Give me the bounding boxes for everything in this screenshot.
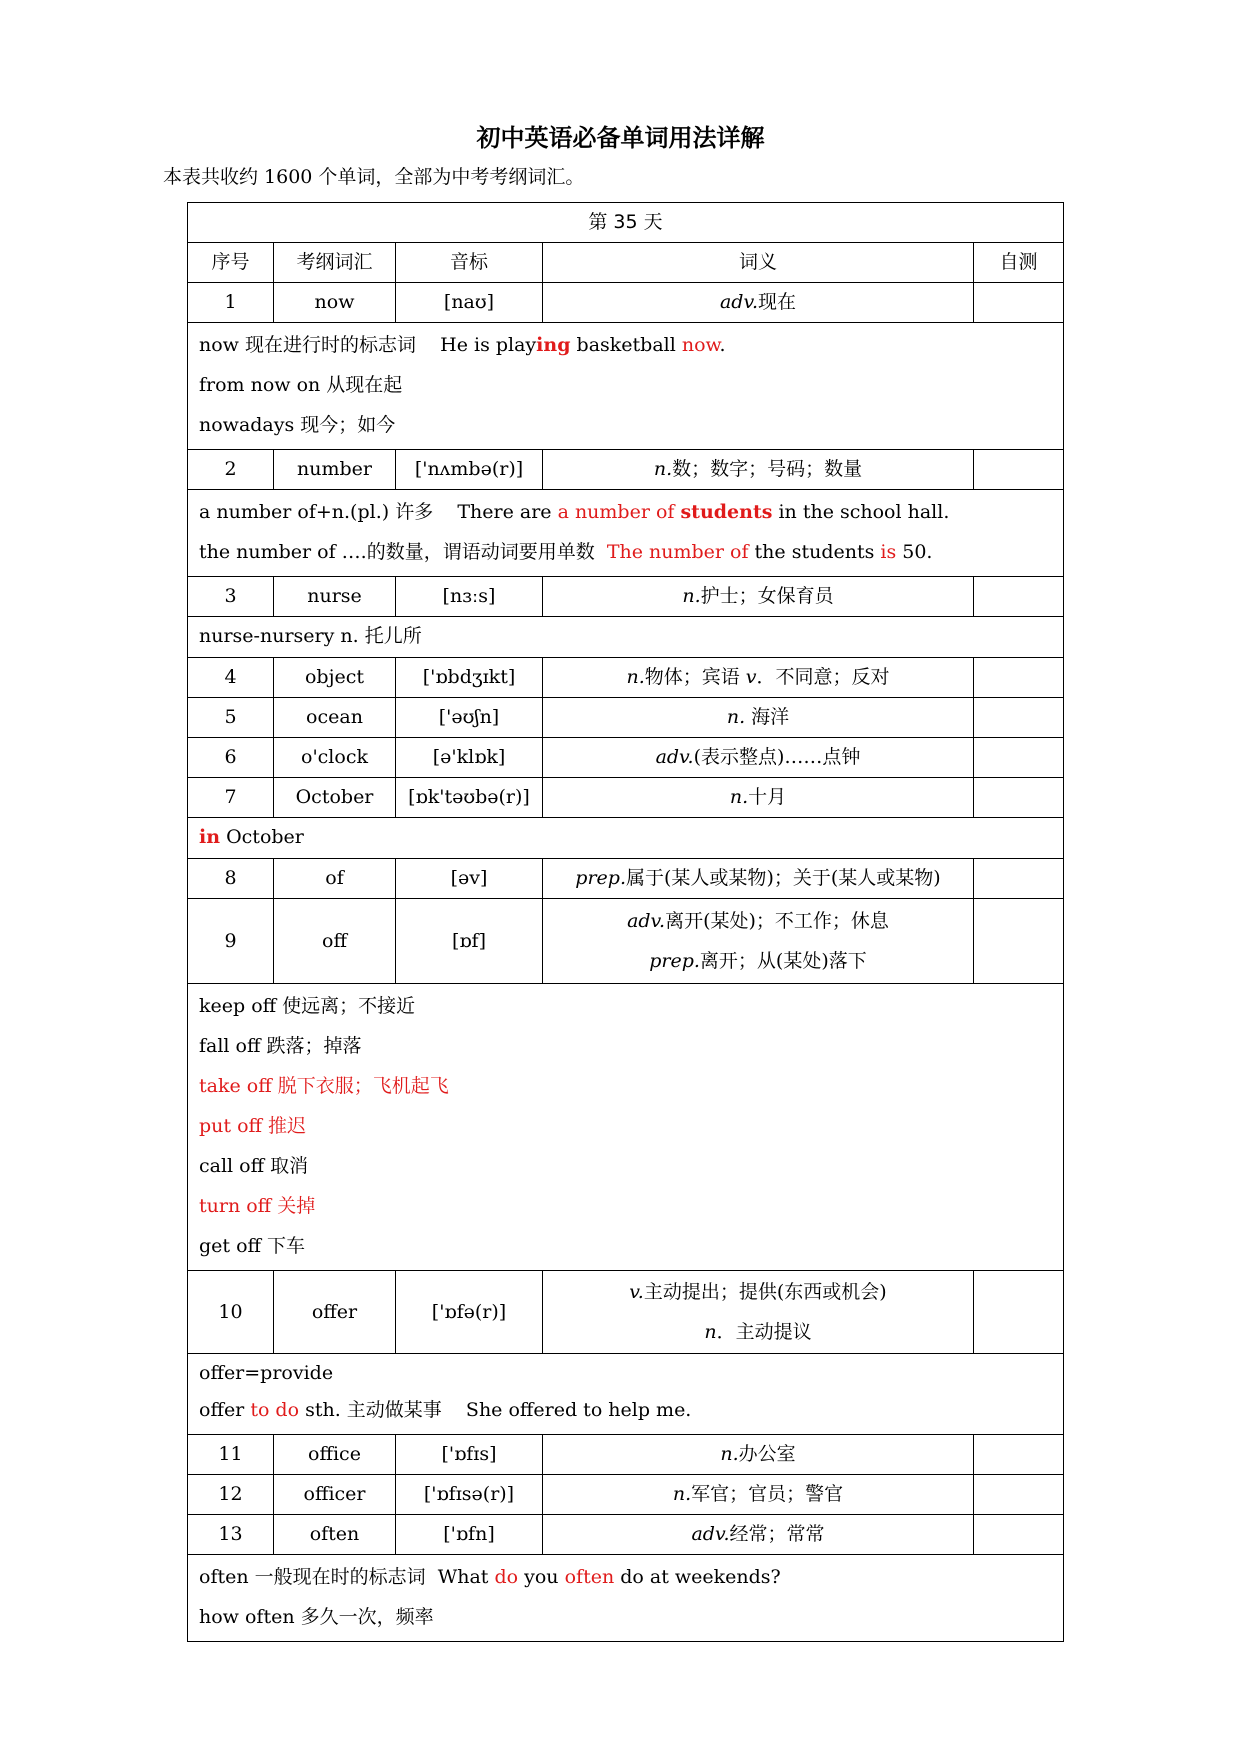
note-text: October — [220, 826, 304, 848]
selftest-cell[interactable] — [974, 899, 1064, 984]
meaning-text: 护士；女保育员 — [700, 585, 834, 608]
word-phonetic: ['ɒfɪsə(r)] — [396, 1475, 543, 1515]
meaning-text: 某处 — [783, 950, 822, 972]
selftest-cell[interactable] — [974, 698, 1064, 738]
usage-note — [188, 1555, 1064, 1642]
part-of-speech: n. — [729, 786, 749, 809]
usage-note — [188, 490, 1064, 577]
day-caption: 第 35 天 — [188, 203, 1064, 243]
note-text: now 现在进行时的标志词 He is play — [199, 334, 537, 356]
word-meaning — [543, 1515, 974, 1555]
note-text: do at weekends? — [614, 1566, 781, 1588]
selftest-cell[interactable] — [974, 658, 1064, 698]
note-line-highlight: turn off 关掉 — [199, 1195, 316, 1217]
word-meaning — [543, 698, 974, 738]
selftest-cell[interactable] — [974, 738, 1064, 778]
table-row — [188, 1475, 1064, 1515]
word-index: 5 — [188, 698, 274, 738]
usage-note-row — [188, 490, 1064, 577]
part-of-speech: n. — [653, 458, 673, 481]
word-meaning — [543, 283, 974, 323]
table-row — [188, 778, 1064, 818]
meaning-text: 现在 — [758, 291, 797, 314]
meaning-text: ) — [879, 1281, 887, 1303]
meaning-text: 数；数字；号码；数量 — [672, 458, 863, 481]
note-line-highlight: put off 推迟 — [199, 1115, 307, 1137]
part-of-speech: adv. — [627, 910, 666, 932]
word-meaning — [543, 658, 974, 698]
word-phonetic: ['nʌmbə(r)] — [396, 450, 543, 490]
word-meaning — [543, 1435, 974, 1475]
note-text: offer — [199, 1399, 251, 1421]
meaning-text: 办公室 — [738, 1443, 796, 1466]
meaning-text: )落下 — [821, 950, 867, 972]
word-phonetic: [naʊ] — [396, 283, 543, 323]
part-of-speech: n. — [720, 1443, 739, 1466]
meaning-text: 军官；官员；警官 — [691, 1483, 844, 1506]
selftest-cell[interactable] — [974, 450, 1064, 490]
note-line: call off 取消 — [199, 1155, 309, 1177]
selftest-cell[interactable] — [974, 859, 1064, 899]
part-of-speech: n. — [626, 666, 645, 689]
word-term: number — [274, 450, 396, 490]
part-of-speech: n — [704, 1321, 717, 1343]
part-of-speech: n. — [682, 585, 701, 608]
meaning-text: )；不工作；休息 — [748, 910, 889, 932]
table-header-row — [188, 243, 1064, 283]
word-index: 9 — [188, 899, 274, 984]
document-title: 初中英语必备单词用法详解 — [476, 124, 765, 152]
meaning-text: 属于( — [626, 867, 672, 890]
word-meaning — [543, 577, 974, 617]
note-line: how often 多久一次，频率 — [199, 1606, 434, 1628]
part-of-speech: prep. — [575, 867, 626, 890]
selftest-cell[interactable] — [974, 1515, 1064, 1555]
highlight-text: students — [680, 501, 773, 523]
word-term: often — [274, 1515, 396, 1555]
note-line: nowadays 现今；如今 — [199, 414, 396, 436]
word-index: 10 — [188, 1271, 274, 1354]
word-index: 4 — [188, 658, 274, 698]
meaning-text: ．不同意；反对 — [756, 666, 890, 689]
part-of-speech: prep. — [649, 950, 700, 972]
highlight-text: is — [880, 541, 897, 563]
note-text: often 一般现在时的标志词 What — [199, 1566, 495, 1588]
table-row — [188, 859, 1064, 899]
table-row — [188, 698, 1064, 738]
meaning-text: 某处 — [710, 910, 749, 932]
part-of-speech: adv. — [655, 746, 694, 769]
note-line: get off 下车 — [199, 1235, 306, 1257]
note-text: the number of ….的数量，谓语动词要用单数 — [199, 541, 607, 563]
meaning-text: 主动提出；提供( — [643, 1281, 785, 1303]
note-line: from now on 从现在起 — [199, 374, 403, 396]
word-index: 7 — [188, 778, 274, 818]
word-phonetic: [nɜːs] — [396, 577, 543, 617]
note-line: nurse-nursery n. 托儿所 — [199, 625, 422, 647]
header-phonetic: 音标 — [396, 243, 543, 283]
part-of-speech: v — [745, 666, 757, 689]
header-index: 序号 — [188, 243, 274, 283]
vocabulary-table — [187, 202, 1064, 1642]
word-term: object — [274, 658, 396, 698]
word-phonetic: [ɒk'təʊbə(r)] — [396, 778, 543, 818]
usage-note — [188, 1354, 1064, 1435]
highlight-text: a number of — [557, 501, 681, 523]
table-caption-row — [188, 203, 1064, 243]
note-text: you — [518, 1566, 565, 1588]
word-phonetic: ['ɒfn] — [396, 1515, 543, 1555]
word-index: 8 — [188, 859, 274, 899]
word-term: o'clock — [274, 738, 396, 778]
meaning-line — [543, 901, 973, 941]
word-index: 13 — [188, 1515, 274, 1555]
highlight-text: in — [199, 826, 221, 848]
usage-note — [188, 617, 1064, 658]
part-of-speech: v. — [629, 1281, 644, 1303]
table-row — [188, 577, 1064, 617]
table-row — [188, 899, 1064, 984]
meaning-text: 东西或机会 — [784, 1281, 880, 1303]
usage-note-row — [188, 617, 1064, 658]
table-row — [188, 1271, 1064, 1354]
word-index: 3 — [188, 577, 274, 617]
meaning-line — [543, 1312, 973, 1352]
word-phonetic: ['ɒfɪs] — [396, 1435, 543, 1475]
word-meaning — [543, 1271, 974, 1354]
note-text: the students — [748, 541, 881, 563]
usage-note-row — [188, 323, 1064, 450]
header-word: 考纲词汇 — [274, 243, 396, 283]
highlight-text: now — [681, 334, 720, 356]
usage-note-row — [188, 1354, 1064, 1435]
meaning-text: 离开；从( — [699, 950, 784, 972]
selftest-cell[interactable] — [974, 778, 1064, 818]
meaning-text: 离开( — [665, 910, 711, 932]
note-line — [199, 532, 1063, 572]
word-phonetic: ['ɒfə(r)] — [396, 1271, 543, 1354]
word-term: now — [274, 283, 396, 323]
note-text: in the school hall. — [772, 501, 950, 523]
word-index: 1 — [188, 283, 274, 323]
selftest-cell[interactable] — [974, 1475, 1064, 1515]
table-row — [188, 283, 1064, 323]
highlight-text: The number of — [606, 541, 749, 563]
note-line — [199, 492, 1063, 532]
word-phonetic: [ɒf] — [396, 899, 543, 984]
note-line — [199, 820, 1063, 854]
word-term: of — [274, 859, 396, 899]
word-term: officer — [274, 1475, 396, 1515]
meaning-text: 物体；宾语 — [644, 666, 740, 689]
meaning-line — [543, 941, 973, 981]
header-meaning: 词义 — [543, 243, 974, 283]
table-row — [188, 1435, 1064, 1475]
word-term: off — [274, 899, 396, 984]
meaning-text: )；关于( — [766, 867, 839, 890]
word-phonetic: [əv] — [396, 859, 543, 899]
note-line: offer=provide — [199, 1362, 334, 1384]
highlight-text: to do — [250, 1399, 300, 1421]
usage-note-row — [188, 1555, 1064, 1642]
table-row — [188, 450, 1064, 490]
word-meaning — [543, 859, 974, 899]
word-term: office — [274, 1435, 396, 1475]
word-term: October — [274, 778, 396, 818]
word-index: 2 — [188, 450, 274, 490]
selftest-cell[interactable] — [974, 1435, 1064, 1475]
word-phonetic: ['əʊʃn] — [396, 698, 543, 738]
note-text: . — [719, 334, 726, 356]
word-meaning — [543, 778, 974, 818]
meaning-text: 海洋 — [745, 706, 790, 729]
note-text: basketball — [570, 334, 682, 356]
word-meaning — [543, 899, 974, 984]
word-index: 6 — [188, 738, 274, 778]
usage-note-row — [188, 818, 1064, 859]
document-intro: 本表共收约 1600 个单词，全部为中考考纲词汇。 — [163, 166, 585, 188]
part-of-speech: n. — [672, 1483, 692, 1506]
note-text: 50. — [896, 541, 933, 563]
word-phonetic: ['ɒbdʒɪkt] — [396, 658, 543, 698]
table-row — [188, 738, 1064, 778]
note-text: a number of+n.(pl.) 许多 There are — [199, 501, 558, 523]
word-term: offer — [274, 1271, 396, 1354]
meaning-text: ( — [693, 746, 701, 769]
selftest-cell[interactable] — [974, 577, 1064, 617]
usage-note — [188, 984, 1064, 1271]
selftest-cell[interactable] — [974, 1271, 1064, 1354]
usage-note — [188, 323, 1064, 450]
highlight-text: ing — [536, 334, 571, 356]
word-term: nurse — [274, 577, 396, 617]
meaning-text: 某人或某物 — [671, 867, 767, 890]
word-meaning — [543, 450, 974, 490]
meaning-text: 经常；常常 — [729, 1523, 825, 1546]
part-of-speech: adv. — [691, 1523, 730, 1546]
note-line — [199, 1557, 1063, 1597]
meaning-text: 表示整点 — [701, 746, 778, 769]
word-index: 12 — [188, 1475, 274, 1515]
part-of-speech: n. — [726, 706, 746, 729]
usage-note-row — [188, 984, 1064, 1271]
word-meaning — [543, 1475, 974, 1515]
note-text: sth. 主动做某事 She offered to help me. — [299, 1399, 692, 1421]
highlight-text: do — [494, 1566, 519, 1588]
usage-note — [188, 818, 1064, 859]
note-line: fall off 跌落；掉落 — [199, 1035, 362, 1057]
meaning-line — [543, 1272, 973, 1312]
word-index: 11 — [188, 1435, 274, 1475]
word-phonetic: [ə'klɒk] — [396, 738, 543, 778]
highlight-text: often — [564, 1566, 615, 1588]
note-line — [199, 325, 1063, 365]
word-meaning — [543, 738, 974, 778]
selftest-cell[interactable] — [974, 283, 1064, 323]
table-row — [188, 1515, 1064, 1555]
note-line: keep off 使远离；不接近 — [199, 995, 416, 1017]
meaning-text: ) — [933, 867, 941, 890]
part-of-speech: adv. — [719, 291, 758, 314]
meaning-text: 十月 — [748, 786, 787, 809]
table-row — [188, 658, 1064, 698]
note-line-highlight: take off 脱下衣服；飞机起飞 — [199, 1075, 449, 1097]
meaning-text: ．主动提议 — [716, 1321, 812, 1343]
word-term: ocean — [274, 698, 396, 738]
meaning-text: 某人或某物 — [838, 867, 934, 890]
header-selftest: 自测 — [974, 243, 1064, 283]
meaning-text: )……点钟 — [777, 746, 861, 769]
note-line — [199, 1390, 1063, 1430]
